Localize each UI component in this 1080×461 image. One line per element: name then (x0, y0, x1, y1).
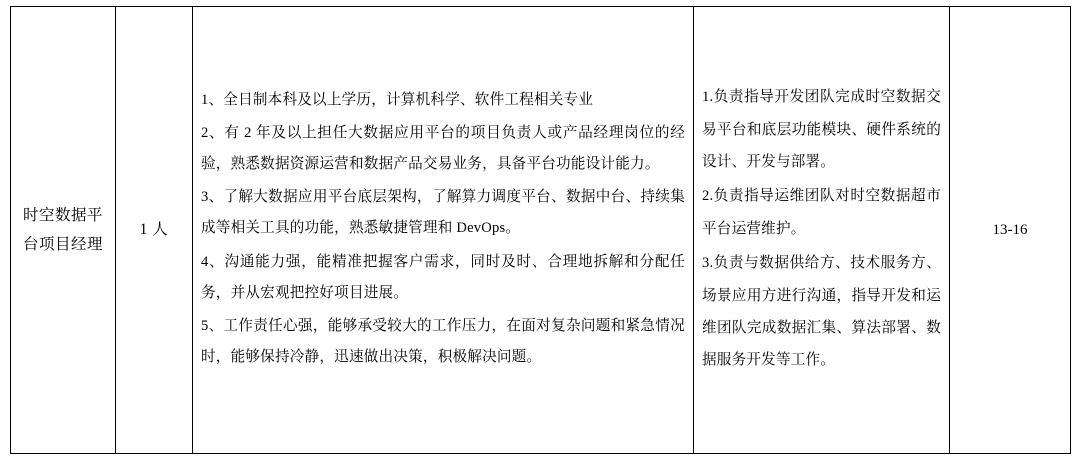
cell-code: 13-16 (950, 7, 1071, 454)
cell-requirements (193, 7, 694, 454)
duty-item: 3.负责与数据供给方、技术服务方、场景应用方进行沟通，指导开发和运维团队完成数据汇集、算法部署、数据服务开发等工作。 (702, 255, 941, 369)
duties-list (702, 81, 941, 377)
cell-position: 时空数据平台项目经理 (11, 7, 116, 454)
requirement-item: 4、沟通能力强，能精准把握客户需求，同时及时、合理地拆解和分配任务，并从宏观把控好项目进展。 (201, 253, 685, 301)
table-row (11, 7, 1071, 454)
duty-item: 1.负责指导开发团队完成时空数据交易平台和底层功能模块、硬件系统的设计、开发与部署。 (702, 89, 941, 171)
requirement-item: 3、了解大数据应用平台底层架构，了解算力调度平台、数据中台、持续集成等相关工具的功能，熟悉敏捷管理和 DevOps。 (201, 189, 685, 237)
cell-headcount: 1 人 (116, 7, 193, 454)
job-position-table (10, 6, 1071, 454)
requirements-list (201, 85, 685, 373)
cell-duties (694, 7, 950, 454)
duty-item: 2.负责指导运维团队对时空数据超市平台运营维护。 (702, 188, 941, 237)
requirement-item: 5、工作责任心强，能够承受较大的工作压力，在面对复杂问题和紧急情况时，能够保持冷静，迅速做出决策，积极解决问题。 (201, 317, 685, 365)
requirement-item: 2、有 2 年及以上担任大数据应用平台的项目负责人或产品经理岗位的经验，熟悉数据资源运营和数据产品交易业务，具备平台功能设计能力。 (201, 125, 685, 173)
requirement-item: 1、全日制本科及以上学历，计算机科学、软件工程相关专业 (201, 92, 594, 109)
